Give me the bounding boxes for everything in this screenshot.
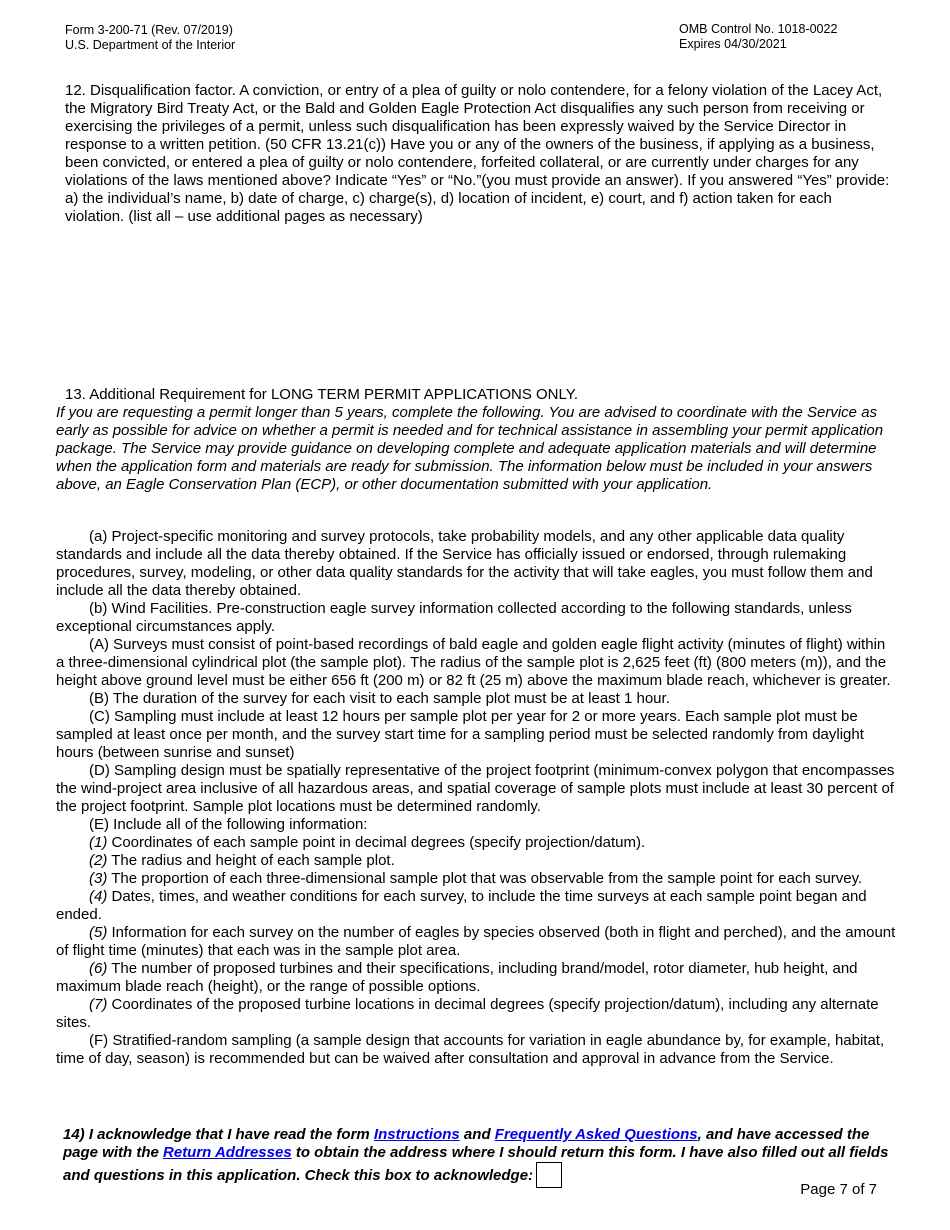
form-number: Form 3-200-71 (Rev. 07/2019) [65, 23, 233, 37]
requirement-E-item-7: (7) Coordinates of the proposed turbine locations in decimal degrees (specify projection/datum), including any alternate sites. [56, 996, 879, 1031]
requirement-E: (E) Include all of the following information: [89, 816, 368, 833]
requirement-b: (b) Wind Facilities. Pre-construction eagle survey information collected according to the following standards, unless exceptional circumstances apply. [56, 600, 852, 635]
expiration-date: Expires 04/30/2021 [679, 37, 787, 51]
omb-control-number: OMB Control No. 1018-0022 [679, 22, 838, 36]
department-name: U.S. Department of the Interior [65, 38, 236, 52]
requirement-F: (F) Stratified-random sampling (a sample design that accounts for variation in eagle abundance by, for example, habitat, time of day, season) is recommended but can be waived after consultation and approval in advance from the Service. [56, 1032, 885, 1067]
requirement-E-item-4: (4) Dates, times, and weather conditions for each survey, to include the time surveys at each sample point began and ended. [56, 888, 867, 923]
acknowledge-checkbox[interactable] [536, 1162, 562, 1188]
requirement-D: (D) Sampling design must be spatially representative of the project footprint (minimum-convex polygon that encompasses the wind-project area inclusive of all hazardous areas, and spatial coverage of sample plots must include at least 30 percent of the project footprint. Sample plot locations must be determined randomly. [56, 762, 895, 815]
question-13-intro: If you are requesting a permit longer than 5 years, complete the following. You are advised to coordinate with the Service as early as possible for advice on whether a permit is needed and for technical assistance in assembling your permit application package. The Service may provide guidance on developing complete and adequate application materials and will determine when the application form and materials are ready for submission. The information below must be included in your answers above, an Eagle Conservation Plan (ECP), or other documentation submitted with your application. [56, 404, 884, 493]
requirement-E-item-2: (2) The radius and height of each sample plot. [89, 852, 395, 869]
question-13-requirements [56, 528, 896, 1068]
requirement-B: (B) The duration of the survey for each visit to each sample plot must be at least 1 hour. [89, 690, 670, 707]
requirement-A: (A) Surveys must consist of point-based recordings of bald eagle and golden eagle flight activity (minutes of flight) within a three-dimensional cylindrical plot (the sample plot). The radius of the sample plot is 2,625 feet (ft) (800 meters (m)), and the height above ground level must be either 656 ft (200 m) or 82 ft (25 m) above the maximum blade reach, whichever is greater. [56, 636, 891, 689]
question-12-text: 12. Disqualification factor. A conviction, or entry of a plea of guilty or nolo contendere, for a felony violation of the Lacey Act, the Migratory Bird Treaty Act, or the Bald and Golden Eagle Protection Act disqualifies any such person from receiving or exercising the privileges of a permit, unless such disqualification has been expressly waived by the Service Director in response to a written petition. (50 CFR 13.21(c)) Have you or any of the owners of the business, if applying as a business, been convicted, or entered a plea of guilty or nolo contendere, forfeited collateral, or are currently under charges for any violations of the laws mentioned above? Indicate “Yes” or “No.”(you must provide an answer). If you answered “Yes” provide: a) the individual’s name, b) date of charge, c) charge(s), d) location of incident, e) court, and f) action taken for each violation. (list all – use additional pages as necessary) [65, 82, 890, 225]
faq-link[interactable]: Frequently Asked Questions [494, 1126, 698, 1143]
requirement-E-item-6: (6) The number of proposed turbines and their specifications, including brand/model, rotor diameter, hub height, and maximum blade reach (height), or the range of possible options. [56, 960, 858, 995]
question-12-answer-area[interactable] [65, 232, 895, 382]
instructions-link[interactable]: Instructions [373, 1126, 460, 1143]
requirement-E-item-5: (5) Information for each survey on the number of eagles by species observed (both in flight and perched), and the amount of flight time (minutes) that each was in the sample plot area. [56, 924, 896, 959]
form-header-left [65, 23, 235, 53]
return-addresses-link[interactable]: Return Addresses [163, 1144, 292, 1161]
page-number: Page 7 of 7 [800, 1181, 877, 1198]
form-header-right [679, 22, 837, 52]
requirement-E-item-1: (1) Coordinates of each sample point in decimal degrees (specify projection/datum). [89, 834, 646, 851]
requirement-C: (C) Sampling must include at least 12 hours per sample plot per year for 2 or more years. Each sample plot must be sampled at least once per month, and the survey start time for a sampling period must be selected randomly from daylight hours (between sunrise and sunset) [56, 708, 864, 761]
requirement-a: (a) Project-specific monitoring and survey protocols, take probability models, and any other applicable data quality standards and include all the data thereby obtained. If the Service has officially issued or endorsed, through rulemaking procedures, survey, modeling, or other data quality standards for the activity that will take eagles, you must follow them and include all the data thereby obtained. [56, 528, 873, 599]
question-13-title: 13. Additional Requirement for LONG TERM PERMIT APPLICATIONS ONLY. [65, 386, 578, 403]
question-14-acknowledgement: 14) I acknowledge that I have read the form Instructions and Frequently Asked Questions, and have accessed the page with the Return Addresses to obtain the address where I should return this form. I have also filled out all fields and questions in this application. Check this box to acknowledge: [63, 1126, 908, 1188]
requirement-E-item-3: (3) The proportion of each three-dimensional sample plot that was observable from the sample point for each survey. [89, 870, 863, 887]
